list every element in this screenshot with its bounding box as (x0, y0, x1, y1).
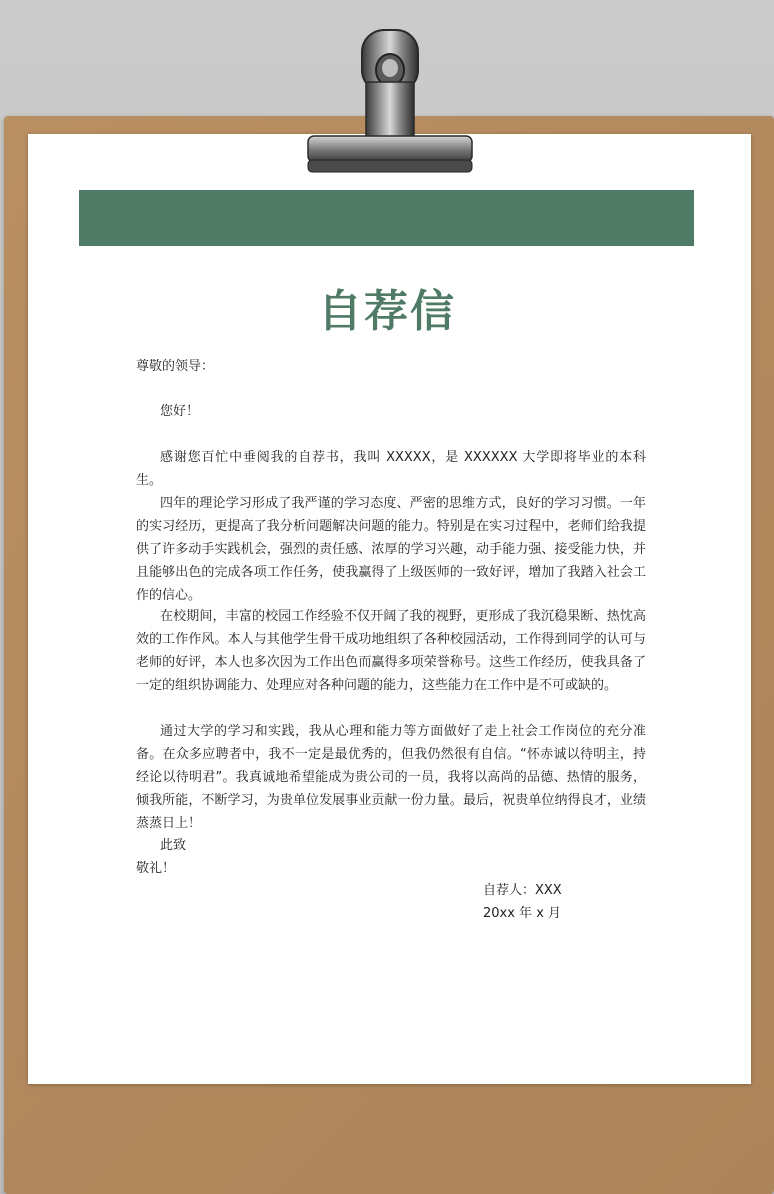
greeting: 您好！ (160, 404, 200, 419)
header-color-band (79, 190, 694, 246)
salutation: 尊敬的领导： (136, 359, 215, 374)
paragraph-conclusion: 通过大学的学习和实践，我从心理和能力等方面做好了走上社会工作岗位的充分准备。在众多应聘者中，我不一定是最优秀的，但我仍然很有自信。“怀赤诚以待明主，持经论以待明君”。我真诚地希望能成为贵公司的一员，我将以高尚的品德、热情的服务，倾我所能，不断学习，为贵单位发展事业贡献一份力量。最后，祝贵单位纳得良才，业绩蒸蒸日上！ (136, 724, 646, 831)
signature-date: 20xx 年 x 月 (483, 906, 562, 921)
closing-line-2: 敬礼！ (136, 861, 176, 876)
page-title: 自荐信 (318, 286, 456, 337)
paragraph-intro: 感谢您百忙中垂阅我的自荐书，我叫 XXXXX，是 XXXXXX 大学即将毕业的本科生。 (136, 450, 646, 488)
paragraph-campus: 在校期间，丰富的校园工作经验不仅开阔了我的视野，更形成了我沉稳果断、热忱高效的工作作风。本人与其他学生骨干成功地组织了各种校园活动，工作得到同学的认可与老师的好评，本人也多次因为工作出色而赢得多项荣誉称号。这些工作经历，使我具备了一定的组织协调能力、处理应对各种问题的能力，这些能力在工作中是不可或缺的。 (136, 609, 646, 693)
paragraph-study: 四年的理论学习形成了我严谨的学习态度、严密的思维方式，良好的学习习惯。一年的实习经历，更提高了我分析问题解决问题的能力。特别是在实习过程中，老师们给我提供了许多动手实践机会，强烈的责任感、浓厚的学习兴趣，动手能力强、接受能力快，并且能够出色的完成各项工作任务，使我赢得了上级医师的一致好评，增加了我踏入社会工作的信心。 (136, 496, 646, 603)
binder-clip-icon (300, 26, 480, 176)
closing-line-1: 此致 (160, 838, 187, 853)
signature: 自荐人：XXX (483, 883, 562, 898)
